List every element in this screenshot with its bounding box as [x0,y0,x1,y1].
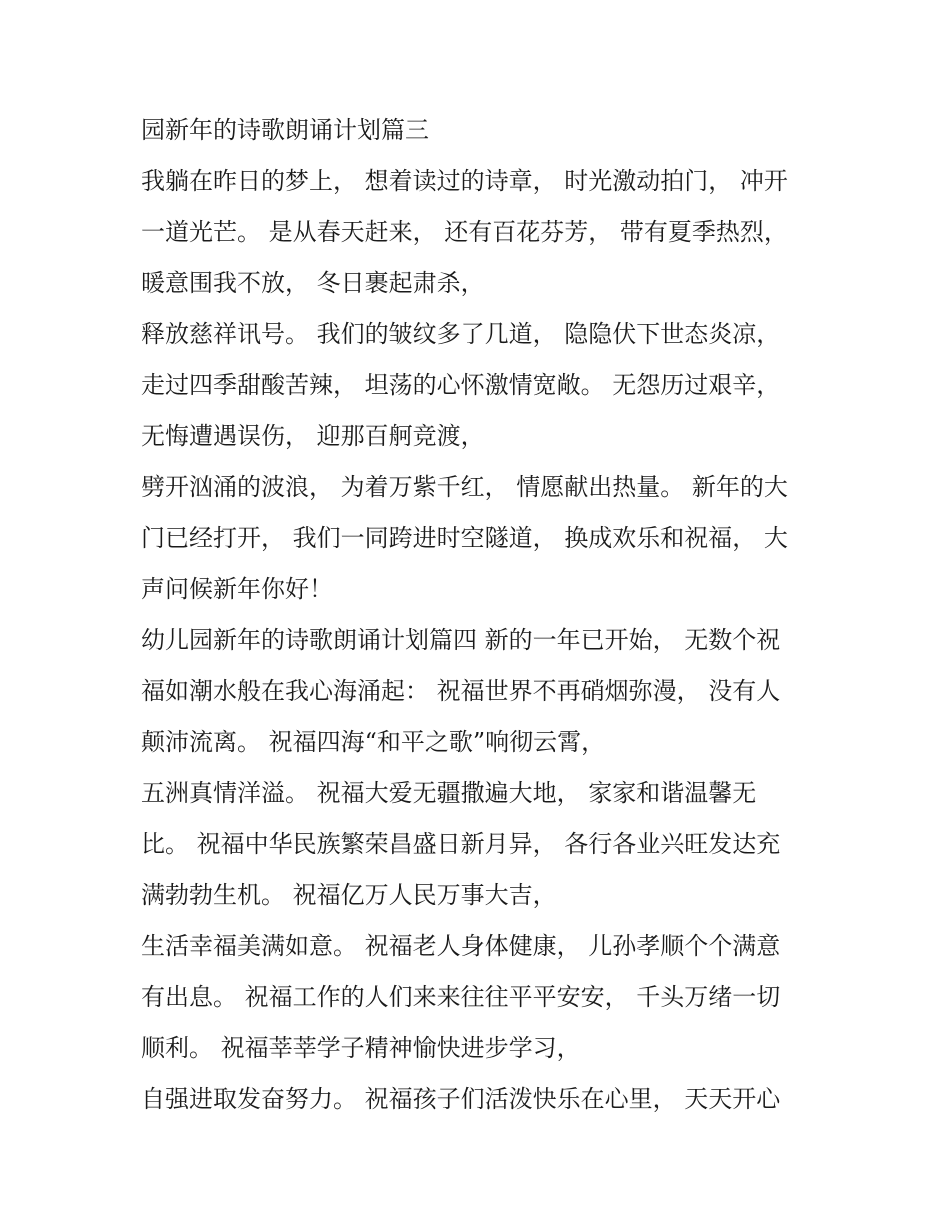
text-line: 生活幸福美满如意。 祝福老人身体健康， 儿孙孝顺个个满意 [141,932,781,960]
text-line: 释放慈祥讯号。 我们的皱纹多了几道， 隐隐伏下世态炎凉， [141,320,781,348]
text-line: 一道光芒。 是从春天赶来， 还有百花芬芳， 带有夏季热烈， [141,218,788,246]
text-line: 颠沛流离。 祝福四海“和平之歌”响彻云霄， [141,728,606,756]
text-line: 比。 祝福中华民族繁荣昌盛日新月异， 各行各业兴旺发达充 [141,830,781,858]
text-line: 幼儿园新年的诗歌朗诵计划篇四 新的一年已开始， 无数个祝 [141,626,781,654]
text-line: 我躺在昨日的梦上， 想着读过的诗章， 时光激动拍门， 冲开 [141,167,788,195]
text-line: 声问候新年你好！ [141,575,333,603]
text-line: 门已经打开， 我们一同跨进时空隧道， 换成欢乐和祝福， 大 [141,524,788,552]
text-line: 福如潮水般在我心海涌起： 祝福世界不再硝烟弥漫， 没有人 [141,677,781,705]
text-line: 五洲真情洋溢。 祝福大爱无疆撒遍大地， 家家和谐温馨无 [141,779,757,807]
text-line: 有出息。 祝福工作的人们来来往往平平安安， 千头万绪一切 [141,983,781,1011]
text-line: 满勃勃生机。 祝福亿万人民万事大吉， [141,881,557,909]
text-line: 自强进取发奋努力。 祝福孩子们活泼快乐在心里， 天天开心 [141,1085,781,1113]
text-line: 园新年的诗歌朗诵计划篇三 [141,116,429,144]
text-line: 顺利。 祝福莘莘学子精神愉快进步学习， [141,1034,581,1062]
text-line: 劈开汹涌的波浪， 为着万紫千红， 情愿献出热量。 新年的大 [141,473,788,501]
body-text [141,110,821,1130]
text-line: 无悔遭遇误伤， 迎那百舸竞渡， [141,422,485,450]
text-line: 暖意围我不放， 冬日裹起肃杀， [141,269,485,297]
text-line: 走过四季甜酸苦辣， 坦荡的心怀激情宽敞。 无怨历过艰辛， [141,371,781,399]
